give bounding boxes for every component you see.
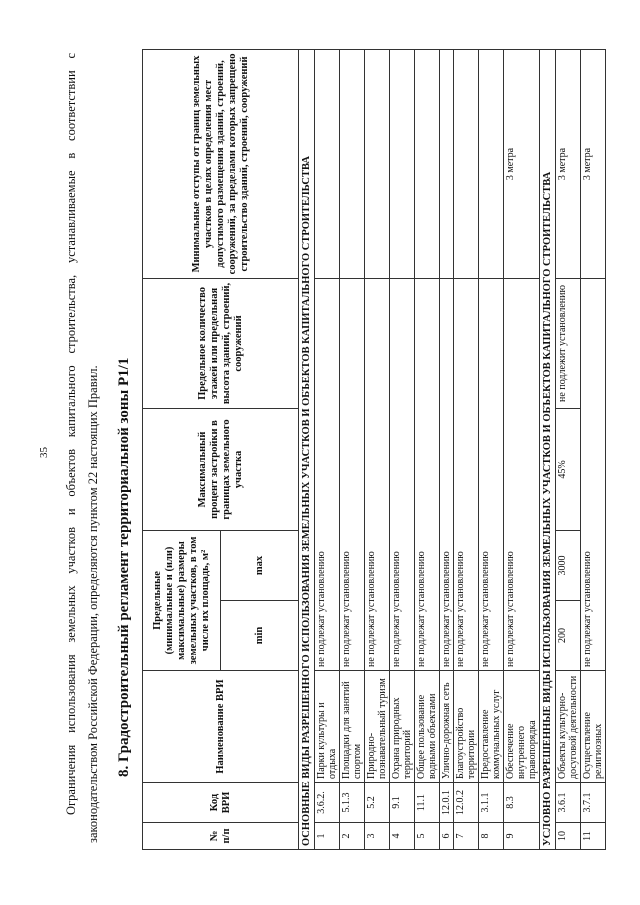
cell-size: не подлежат установлению: [340, 278, 365, 670]
cell-size: не подлежат установлению: [315, 278, 340, 670]
intro-paragraph: Ограничения использования земельных участков и объектов капитального строительства, устанавливаемые в соответствии с законодательством Российской Федерации, определяются пунктом 22 настоящих Правил.: [64, 53, 100, 843]
cell-name: Обеспечение внутреннего правопорядка: [504, 671, 540, 783]
cell-code: 11.1: [415, 783, 440, 823]
table-row: [440, 49, 454, 849]
cell-num: 3: [365, 823, 390, 850]
table-row: [340, 49, 365, 849]
table-row: [556, 49, 581, 849]
section-title: 8. Градостроительный регламент территориальной зоны Р1/1: [116, 357, 132, 777]
cell-min: 200: [556, 601, 581, 671]
section-heading-main: ОСНОВНЫЕ ВИДЫ РАЗРЕШЕННОГО ИСПОЛЬЗОВАНИЯ ЗЕМЕЛЬНЫХ УЧАСТКОВ И ОБЪЕКТОВ КАПИТАЛЬНОГО СТРОИТЕЛЬСТВА: [299, 49, 315, 849]
cell-num: 7: [454, 823, 479, 850]
cell-name: Объекты культурно-досуговой деятельности: [556, 671, 581, 783]
cell-code: 3.6.1: [556, 783, 581, 823]
table-row: [454, 49, 479, 849]
cell-code: 8.3: [504, 783, 540, 823]
cell-setback: [479, 49, 504, 278]
cell-setback: 3 метра: [581, 49, 606, 278]
cell-name: Улично-дорожная сеть: [440, 671, 454, 783]
cell-num: 10: [556, 823, 581, 850]
table-row: [415, 49, 440, 849]
cell-size: не подлежат установлению: [390, 278, 415, 670]
table-row: [365, 49, 390, 849]
cell-max: 3000: [556, 530, 581, 600]
cell-num: 1: [315, 823, 340, 850]
cell-code: 3.6.2.: [315, 783, 340, 823]
cell-setback: 3 метра: [556, 49, 581, 278]
cell-floors: не подлежит установлению: [556, 278, 581, 408]
cell-code: 9.1: [390, 783, 415, 823]
table-row: [504, 49, 540, 849]
table-row: [390, 49, 415, 849]
cell-size: не подлежат установлению: [504, 278, 540, 670]
cell-size: не подлежат установлению: [581, 278, 606, 670]
cell-name: Площадки для занятий спортом: [340, 671, 365, 783]
cell-num: 6: [440, 823, 454, 850]
header-max: max: [221, 530, 299, 600]
cell-num: 11: [581, 823, 606, 850]
cell-setback: [390, 49, 415, 278]
cell-setback: [365, 49, 390, 278]
zone-regulation-table: [142, 49, 606, 850]
cell-size: не подлежат установлению: [454, 278, 479, 670]
cell-size: не подлежат установлению: [479, 278, 504, 670]
table-row: [581, 49, 606, 849]
cell-setback: [454, 49, 479, 278]
cell-num: 2: [340, 823, 365, 850]
header-name: Наименование ВРИ: [143, 671, 299, 783]
cell-code: 3.7.1: [581, 783, 606, 823]
cell-setback: [415, 49, 440, 278]
cell-name: Общее пользование водными объектами: [415, 671, 440, 783]
table-row: [315, 49, 340, 849]
section-heading-conditional: УСЛОВНО РАЗРЕШЕННЫЕ ВИДЫ ИСПОЛЬЗОВАНИЯ ЗЕМЕЛЬНЫХ УЧАСТКОВ И ОБЪЕКТОВ КАПИТАЛЬНОГО СТРОИТЕЛЬСТВА: [540, 49, 556, 849]
cell-name: Осуществление религиозных: [581, 671, 606, 783]
cell-name: Благоустройство территории: [454, 671, 479, 783]
cell-num: 9: [504, 823, 540, 850]
cell-name: Парки культуры и отдыха: [315, 671, 340, 783]
cell-setback: 3 метра: [504, 49, 540, 278]
cell-num: 4: [390, 823, 415, 850]
cell-code: 12.0.2: [454, 783, 479, 823]
cell-size: не подлежат установлению: [440, 278, 454, 670]
cell-setback: [440, 49, 454, 278]
header-setback: Минимальные отступы от границ земельных участков в целях определения мест допустимого размещения зданий, строений, сооружений, за пределами которых запрещено строительство зданий, строений, сооружений: [143, 49, 299, 278]
header-code: Код ВРИ: [143, 783, 299, 823]
header-num: № п/п: [143, 823, 299, 850]
cell-name: Охрана природных территорий: [390, 671, 415, 783]
cell-code: 5.2: [365, 783, 390, 823]
cell-code: 3.1.1: [479, 783, 504, 823]
cell-code: 12.0.1: [440, 783, 454, 823]
cell-percent: 45%: [556, 408, 581, 530]
cell-setback: [315, 49, 340, 278]
header-floors: Предельное количество этажей или предельная высота зданий, строений, сооружений: [143, 278, 299, 408]
header-min: min: [221, 601, 299, 671]
cell-name: Природно-познавательный туризм: [365, 671, 390, 783]
cell-code: 5.1.3: [340, 783, 365, 823]
cell-size: не подлежат установлению: [415, 278, 440, 670]
table-row: [479, 49, 504, 849]
header-size-group: Предельные (минимальные и (или) максимальные) размеры земельных участков, в том числе их площадь, м²: [143, 530, 221, 670]
page-number: 35: [38, 447, 50, 458]
cell-num: 8: [479, 823, 504, 850]
cell-setback: [340, 49, 365, 278]
cell-size: не подлежат установлению: [365, 278, 390, 670]
cell-name: Предоставление коммунальных услуг: [479, 671, 504, 783]
cell-num: 5: [415, 823, 440, 850]
header-percent: Максимальный процент застройки в границах земельного участка: [143, 408, 299, 530]
